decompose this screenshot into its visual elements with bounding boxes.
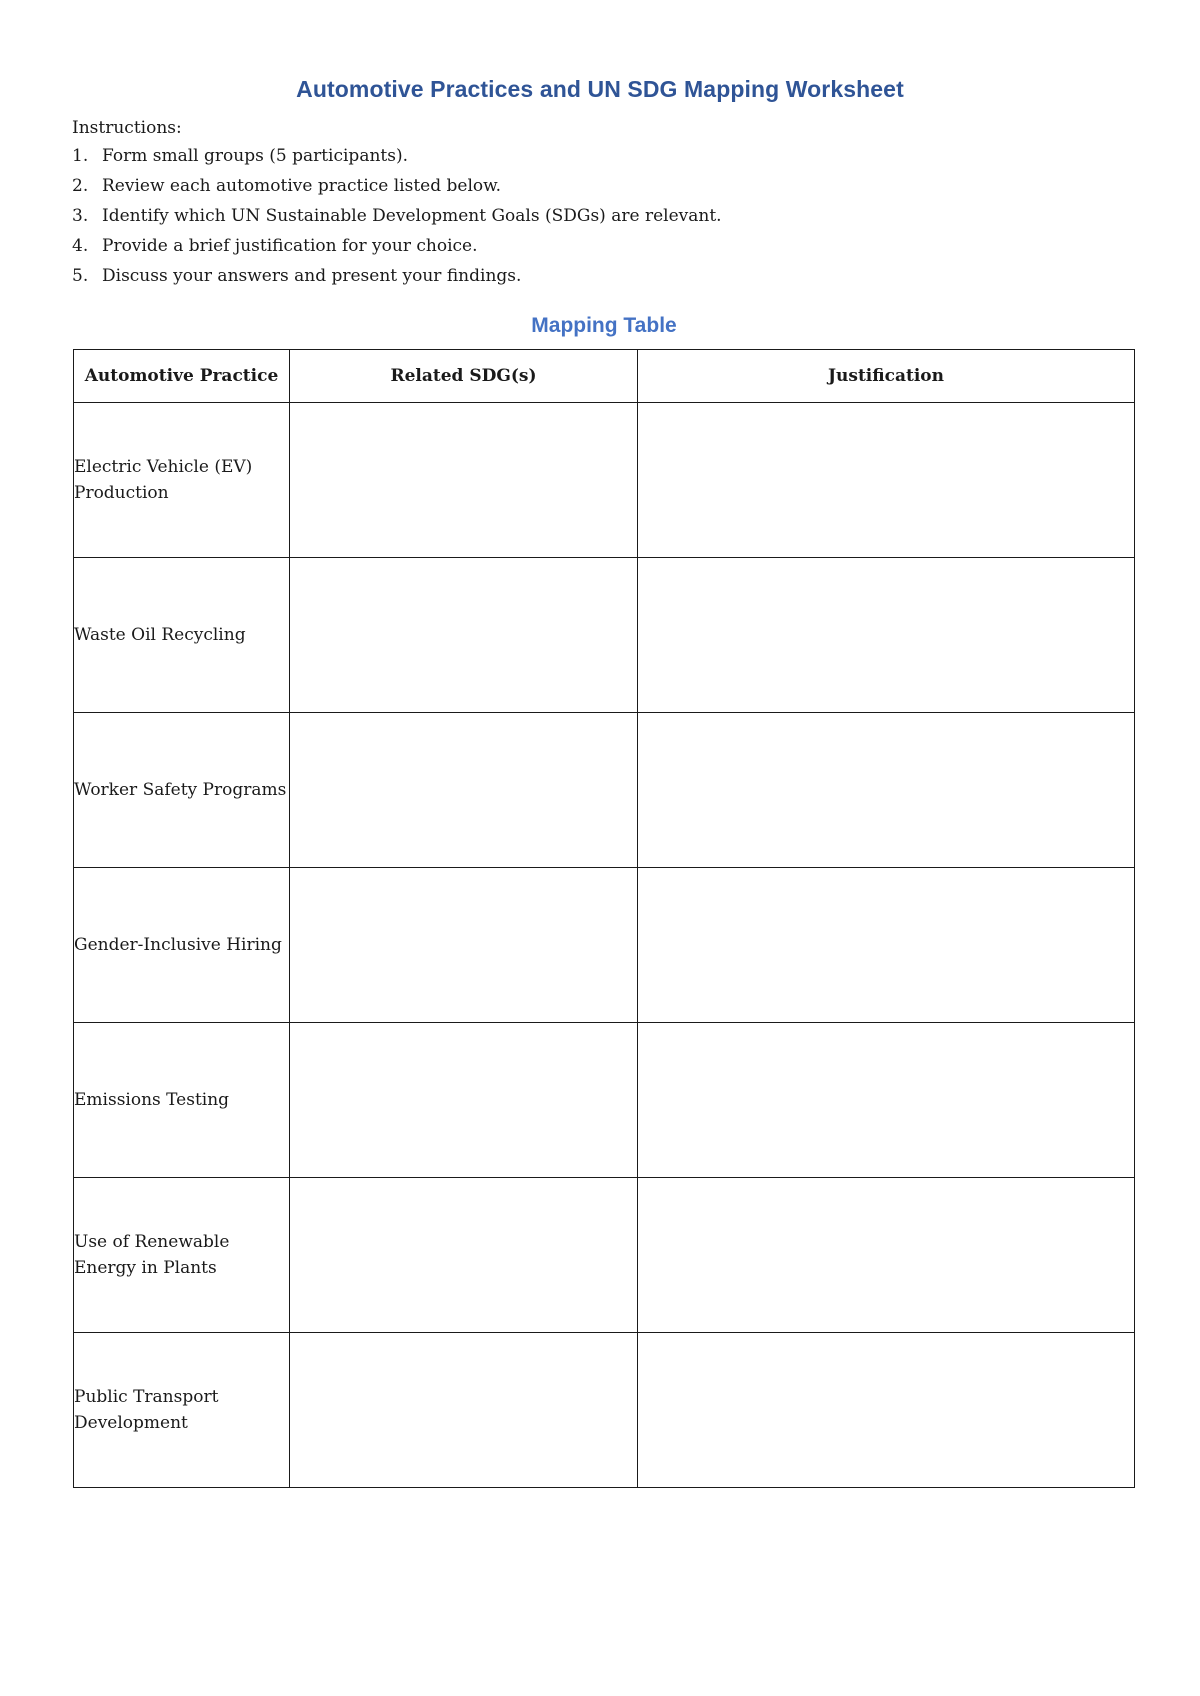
table-row	[74, 1178, 1135, 1333]
justification-answer-cell[interactable]	[638, 1333, 1135, 1488]
sdg-answer-cell[interactable]	[290, 868, 638, 1023]
sdg-answer-cell[interactable]	[290, 403, 638, 558]
header-justification: Justification	[638, 350, 1135, 403]
step-text: Identify which UN Sustainable Development Goals (SDGs) are relevant.	[102, 206, 722, 226]
mapping-table	[73, 349, 1135, 1488]
table-row	[74, 713, 1135, 868]
instruction-step	[72, 201, 722, 231]
table-header-row	[74, 350, 1135, 403]
instruction-step	[72, 141, 722, 171]
practice-cell: Worker Safety Programs	[74, 713, 290, 868]
sdg-answer-cell[interactable]	[290, 558, 638, 713]
justification-answer-cell[interactable]	[638, 868, 1135, 1023]
justification-answer-cell[interactable]	[638, 1178, 1135, 1333]
header-automotive-practice: Automotive Practice	[74, 350, 290, 403]
justification-answer-cell[interactable]	[638, 1023, 1135, 1178]
justification-answer-cell[interactable]	[638, 558, 1135, 713]
step-text: Form small groups (5 participants).	[102, 146, 408, 166]
justification-answer-cell[interactable]	[638, 403, 1135, 558]
step-text: Discuss your answers and present your findings.	[102, 266, 522, 286]
practice-cell: Waste Oil Recycling	[74, 558, 290, 713]
sdg-answer-cell[interactable]	[290, 1023, 638, 1178]
table-row	[74, 558, 1135, 713]
instruction-step	[72, 261, 722, 291]
header-related-sdgs: Related SDG(s)	[290, 350, 638, 403]
page-title: Automotive Practices and UN SDG Mapping Worksheet	[296, 76, 904, 102]
practice-cell: Public Transport Development	[74, 1333, 290, 1488]
mapping-table-title: Mapping Table	[531, 314, 677, 337]
table-row	[74, 1333, 1135, 1488]
practice-cell: Gender-Inclusive Hiring	[74, 868, 290, 1023]
instructions-block	[72, 115, 722, 291]
justification-answer-cell[interactable]	[638, 713, 1135, 868]
sdg-answer-cell[interactable]	[290, 1333, 638, 1488]
sdg-answer-cell[interactable]	[290, 713, 638, 868]
step-text: Provide a brief justification for your choice.	[102, 236, 478, 256]
table-row	[74, 1023, 1135, 1178]
step-number: 5.	[72, 266, 89, 286]
practice-cell: Emissions Testing	[74, 1023, 290, 1178]
table-row	[74, 403, 1135, 558]
step-number: 4.	[72, 236, 89, 256]
step-text: Review each automotive practice listed below.	[102, 176, 502, 196]
instructions-list	[72, 141, 722, 291]
practice-cell: Electric Vehicle (EV) Production	[74, 403, 290, 558]
sdg-answer-cell[interactable]	[290, 1178, 638, 1333]
instruction-step	[72, 171, 722, 201]
instruction-step	[72, 231, 722, 261]
step-number: 2.	[72, 176, 89, 196]
practice-cell: Use of Renewable Energy in Plants	[74, 1178, 290, 1333]
step-number: 1.	[72, 146, 89, 166]
instructions-heading: Instructions:	[72, 118, 182, 138]
step-number: 3.	[72, 206, 89, 226]
table-row	[74, 868, 1135, 1023]
